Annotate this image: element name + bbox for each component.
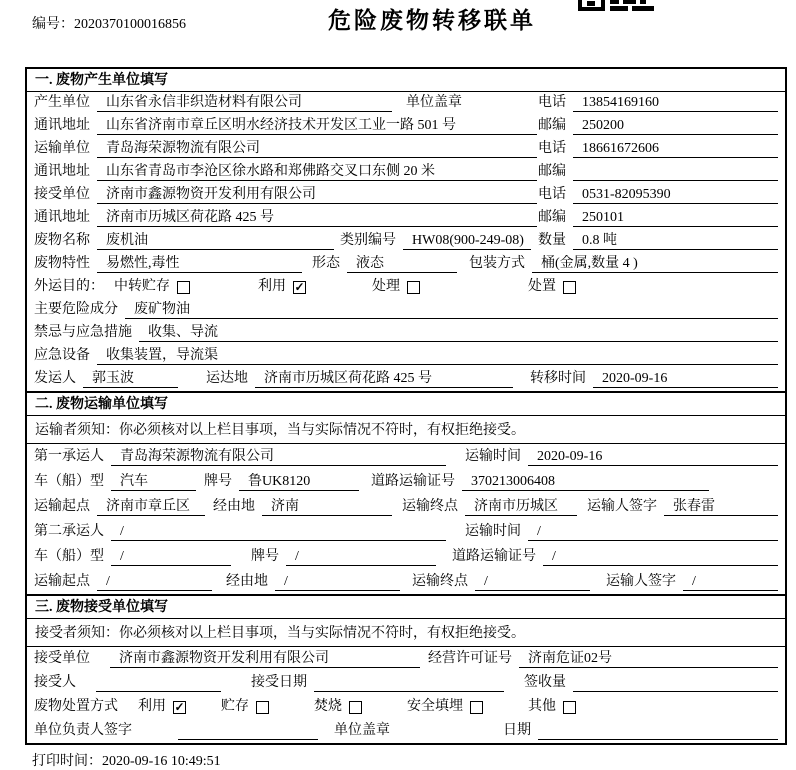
hazard-field: 废矿物油	[125, 301, 778, 319]
end1-label: 运输终点	[402, 499, 458, 514]
disposal-method-row	[27, 695, 785, 719]
transporter-label: 运输单位	[34, 141, 90, 156]
waste-name-row	[27, 230, 785, 253]
qr-code-icon	[578, 0, 654, 16]
disposal-incinerate-label: 焚烧	[314, 699, 342, 714]
producer-field: 山东省永信非织造材料有限公司	[97, 94, 392, 112]
manifest-form	[25, 67, 787, 745]
disposal-other-option	[528, 698, 576, 716]
carrier2-field: /	[111, 523, 446, 541]
license2-label: 道路运输证号	[452, 549, 536, 564]
address1-label: 通讯地址	[34, 118, 90, 133]
address2-label: 通讯地址	[34, 164, 90, 179]
second-vehicle-row	[27, 544, 785, 569]
disposal-label: 废物处置方式	[34, 699, 118, 714]
characteristics-label: 废物特性	[34, 256, 90, 271]
receive-date-field	[314, 674, 504, 692]
hazard-component-row	[27, 299, 785, 322]
permit-field: 济南危证02号	[519, 650, 778, 668]
carrier1-label: 第一承运人	[34, 449, 104, 464]
serial-number: 2020370100016856	[74, 17, 186, 32]
form-label: 形态	[312, 256, 340, 271]
sign2-label: 运输人签字	[606, 574, 676, 589]
recipient-field	[96, 674, 221, 692]
zip3-field: 250101	[573, 209, 778, 227]
license1-label: 道路运输证号	[371, 474, 455, 489]
zip1-label: 邮编	[538, 118, 566, 133]
second-carrier-row	[27, 519, 785, 544]
precaution-row	[27, 322, 785, 345]
phone2-field: 18661672606	[573, 140, 778, 158]
origin1-label: 运输起点	[34, 499, 90, 514]
time2-field: /	[528, 523, 778, 541]
section3-heading: 三. 废物接受单位填写	[27, 596, 785, 619]
origin1-field: 济南市章丘区	[97, 498, 205, 516]
vehicle2-field: /	[111, 548, 231, 566]
seal-label: 单位盖章	[406, 95, 462, 110]
producer-row	[27, 92, 785, 115]
waste-name-label: 废物名称	[34, 233, 90, 248]
characteristics-field: 易燃性,毒性	[97, 255, 302, 273]
quantity-field: 0.8 吨	[573, 232, 778, 250]
vehicle1-field: 汽车	[111, 473, 196, 491]
transit-storage-option	[114, 278, 190, 296]
unit-seal-label: 单位盖章	[334, 723, 390, 738]
accepting-unit-label: 接受单位	[34, 651, 90, 666]
address1-field: 山东省济南市章丘区明水经济技术开发区工业一路 501 号	[97, 117, 537, 135]
zip3-label: 邮编	[538, 210, 566, 225]
via1-label: 经由地	[213, 499, 255, 514]
utilize-label: 利用	[258, 279, 286, 294]
disposal-other-label: 其他	[528, 699, 556, 714]
permit-label: 经营许可证号	[428, 651, 512, 666]
disposal-landfill-option	[407, 698, 483, 716]
waste-characteristics-row	[27, 253, 785, 276]
address2-field: 山东省青岛市李沧区徐水路和郑佛路交叉口东侧 20 米	[97, 163, 537, 181]
section1-heading: 一. 废物产生单位填写	[27, 69, 785, 92]
treat-option	[372, 278, 420, 296]
received-qty-field	[573, 674, 778, 692]
disposal-storage-option	[221, 698, 269, 716]
end2-field: /	[475, 573, 590, 591]
destination-field: 济南市历城区荷花路 425 号	[255, 370, 513, 388]
consignor-row	[27, 368, 785, 391]
packaging-label: 包装方式	[469, 256, 525, 271]
disposal-utilize-label: 利用	[138, 699, 166, 714]
receiver-address-row	[27, 207, 785, 230]
plate2-field: /	[286, 548, 436, 566]
disposal-storage-label: 贮存	[221, 699, 249, 714]
plate1-field: 鲁UK8120	[239, 473, 359, 491]
equipment-field: 收集装置，导流渠	[97, 347, 778, 365]
phone3-label: 电话	[538, 187, 566, 202]
transporter-notice	[27, 416, 785, 444]
address3-label: 通讯地址	[34, 210, 90, 225]
manager-signature-row	[27, 719, 785, 743]
transit-storage-checkbox	[177, 281, 190, 294]
receiver-label: 接受单位	[34, 187, 90, 202]
received-qty-label: 签收量	[524, 675, 566, 690]
origin2-label: 运输起点	[34, 574, 90, 589]
date-label: 日期	[503, 723, 531, 738]
time1-label: 运输时间	[465, 449, 521, 464]
waste-name-field: 废机油	[97, 232, 334, 250]
disposal-incinerate-option	[314, 698, 362, 716]
receiver-notice-label: 接受者须知：	[35, 626, 119, 641]
end2-label: 运输终点	[412, 574, 468, 589]
end1-field: 济南市历城区	[465, 498, 577, 516]
phone2-label: 电话	[538, 141, 566, 156]
transport-purpose-row	[27, 276, 785, 299]
serial-label: 编号：	[32, 17, 74, 32]
dispose-label: 处置	[528, 279, 556, 294]
license1-field: 370213006408	[462, 473, 709, 491]
transporter-address-row	[27, 161, 785, 184]
receive-date-label: 接受日期	[251, 675, 307, 690]
manager-sign-field	[178, 722, 318, 740]
precaution-field: 收集、导流	[139, 324, 778, 342]
sign1-field: 张春雷	[664, 498, 778, 516]
section-producer	[25, 67, 787, 393]
plate1-label: 牌号	[204, 474, 232, 489]
transporter-notice-text: 你必须核对以上栏目事项，当与实际情况不符时，有权拒绝接受。	[119, 423, 525, 438]
origin2-field: /	[97, 573, 212, 591]
equipment-label: 应急设备	[34, 348, 90, 363]
transfer-date-label: 转移时间	[530, 371, 586, 386]
dispose-checkbox	[563, 281, 576, 294]
category-field: HW08(900-249-08)	[403, 232, 531, 250]
transporter-field: 青岛海荣源物流有限公司	[97, 140, 537, 158]
accepting-unit-field: 济南市鑫源物资开发利用有限公司	[110, 650, 420, 668]
packaging-field: 桶(金属,数量 4 )	[532, 255, 778, 273]
utilize-option	[258, 278, 306, 296]
disposal-incinerate-checkbox	[349, 701, 362, 714]
purpose-label: 外运目的：	[34, 279, 104, 294]
vehicle2-label: 车（船）型	[34, 549, 104, 564]
treat-label: 处理	[372, 279, 400, 294]
first-carrier-row	[27, 444, 785, 469]
license2-field: /	[543, 548, 778, 566]
precaution-label: 禁忌与应急措施	[34, 325, 132, 340]
carrier1-field: 青岛海荣源物流有限公司	[111, 448, 446, 466]
receiver-notice-text: 你必须核对以上栏目事项，当与实际情况不符时，有权拒绝接受。	[119, 626, 525, 641]
emergency-equipment-row	[27, 345, 785, 368]
document-header	[0, 0, 796, 67]
receiver-row	[27, 184, 785, 207]
consignor-label: 发运人	[34, 371, 76, 386]
transit-storage-label: 中转贮存	[114, 279, 170, 294]
manager-sign-label: 单位负责人签字	[34, 723, 132, 738]
quantity-label: 数量	[538, 233, 566, 248]
recipient-label: 接受人	[34, 675, 76, 690]
disposal-storage-checkbox	[256, 701, 269, 714]
print-time-label: 打印时间：	[32, 754, 102, 769]
category-label: 类别编号	[340, 233, 396, 248]
phone1-field: 13854169160	[573, 94, 778, 112]
producer-address-row	[27, 115, 785, 138]
recipient-row	[27, 671, 785, 695]
section-transporter	[25, 391, 787, 596]
first-vehicle-row	[27, 469, 785, 494]
producer-label: 产生单位	[34, 95, 90, 110]
hazard-label: 主要危险成分	[34, 302, 118, 317]
sign1-label: 运输人签字	[587, 499, 657, 514]
transporter-row	[27, 138, 785, 161]
treat-checkbox	[407, 281, 420, 294]
address3-field: 济南市历城区荷花路 425 号	[97, 209, 537, 227]
phone3-field: 0531-82095390	[573, 186, 778, 204]
section-receiver	[25, 594, 787, 745]
zip1-field: 250200	[573, 117, 778, 135]
accepting-unit-row	[27, 647, 785, 671]
disposal-utilize-checkbox: ✓	[174, 699, 185, 714]
sign2-field: /	[683, 573, 778, 591]
consignor-field: 郭玉波	[83, 370, 178, 388]
vehicle1-label: 车（船）型	[34, 474, 104, 489]
receiver-notice	[27, 619, 785, 647]
serial-number-line	[32, 13, 186, 33]
destination-label: 运达地	[206, 371, 248, 386]
first-route-row	[27, 494, 785, 519]
phone1-label: 电话	[538, 95, 566, 110]
plate2-label: 牌号	[251, 549, 279, 564]
via2-label: 经由地	[226, 574, 268, 589]
print-time-value: 2020-09-16 10:49:51	[102, 754, 221, 769]
via2-field: /	[275, 573, 400, 591]
second-route-row	[27, 569, 785, 594]
time1-field: 2020-09-16	[528, 448, 778, 466]
dispose-option	[528, 278, 576, 296]
carrier2-label: 第二承运人	[34, 524, 104, 539]
receiver-field: 济南市鑫源物资开发利用有限公司	[97, 186, 537, 204]
transporter-notice-label: 运输者须知：	[35, 423, 119, 438]
zip2-label: 邮编	[538, 164, 566, 179]
zip2-field	[573, 163, 778, 181]
time2-label: 运输时间	[465, 524, 521, 539]
page-title: 危险废物转移联单	[328, 8, 536, 33]
via1-field: 济南	[262, 498, 392, 516]
form-field: 液态	[347, 255, 457, 273]
disposal-other-checkbox	[563, 701, 576, 714]
date-field	[538, 722, 778, 740]
section2-heading: 二. 废物运输单位填写	[27, 393, 785, 416]
utilize-checkbox: ✓	[294, 279, 305, 294]
disposal-landfill-checkbox	[470, 701, 483, 714]
disposal-utilize-option	[138, 698, 186, 716]
disposal-landfill-label: 安全填埋	[407, 699, 463, 714]
transfer-date-field: 2020-09-16	[593, 370, 778, 388]
print-time-line	[32, 750, 221, 770]
